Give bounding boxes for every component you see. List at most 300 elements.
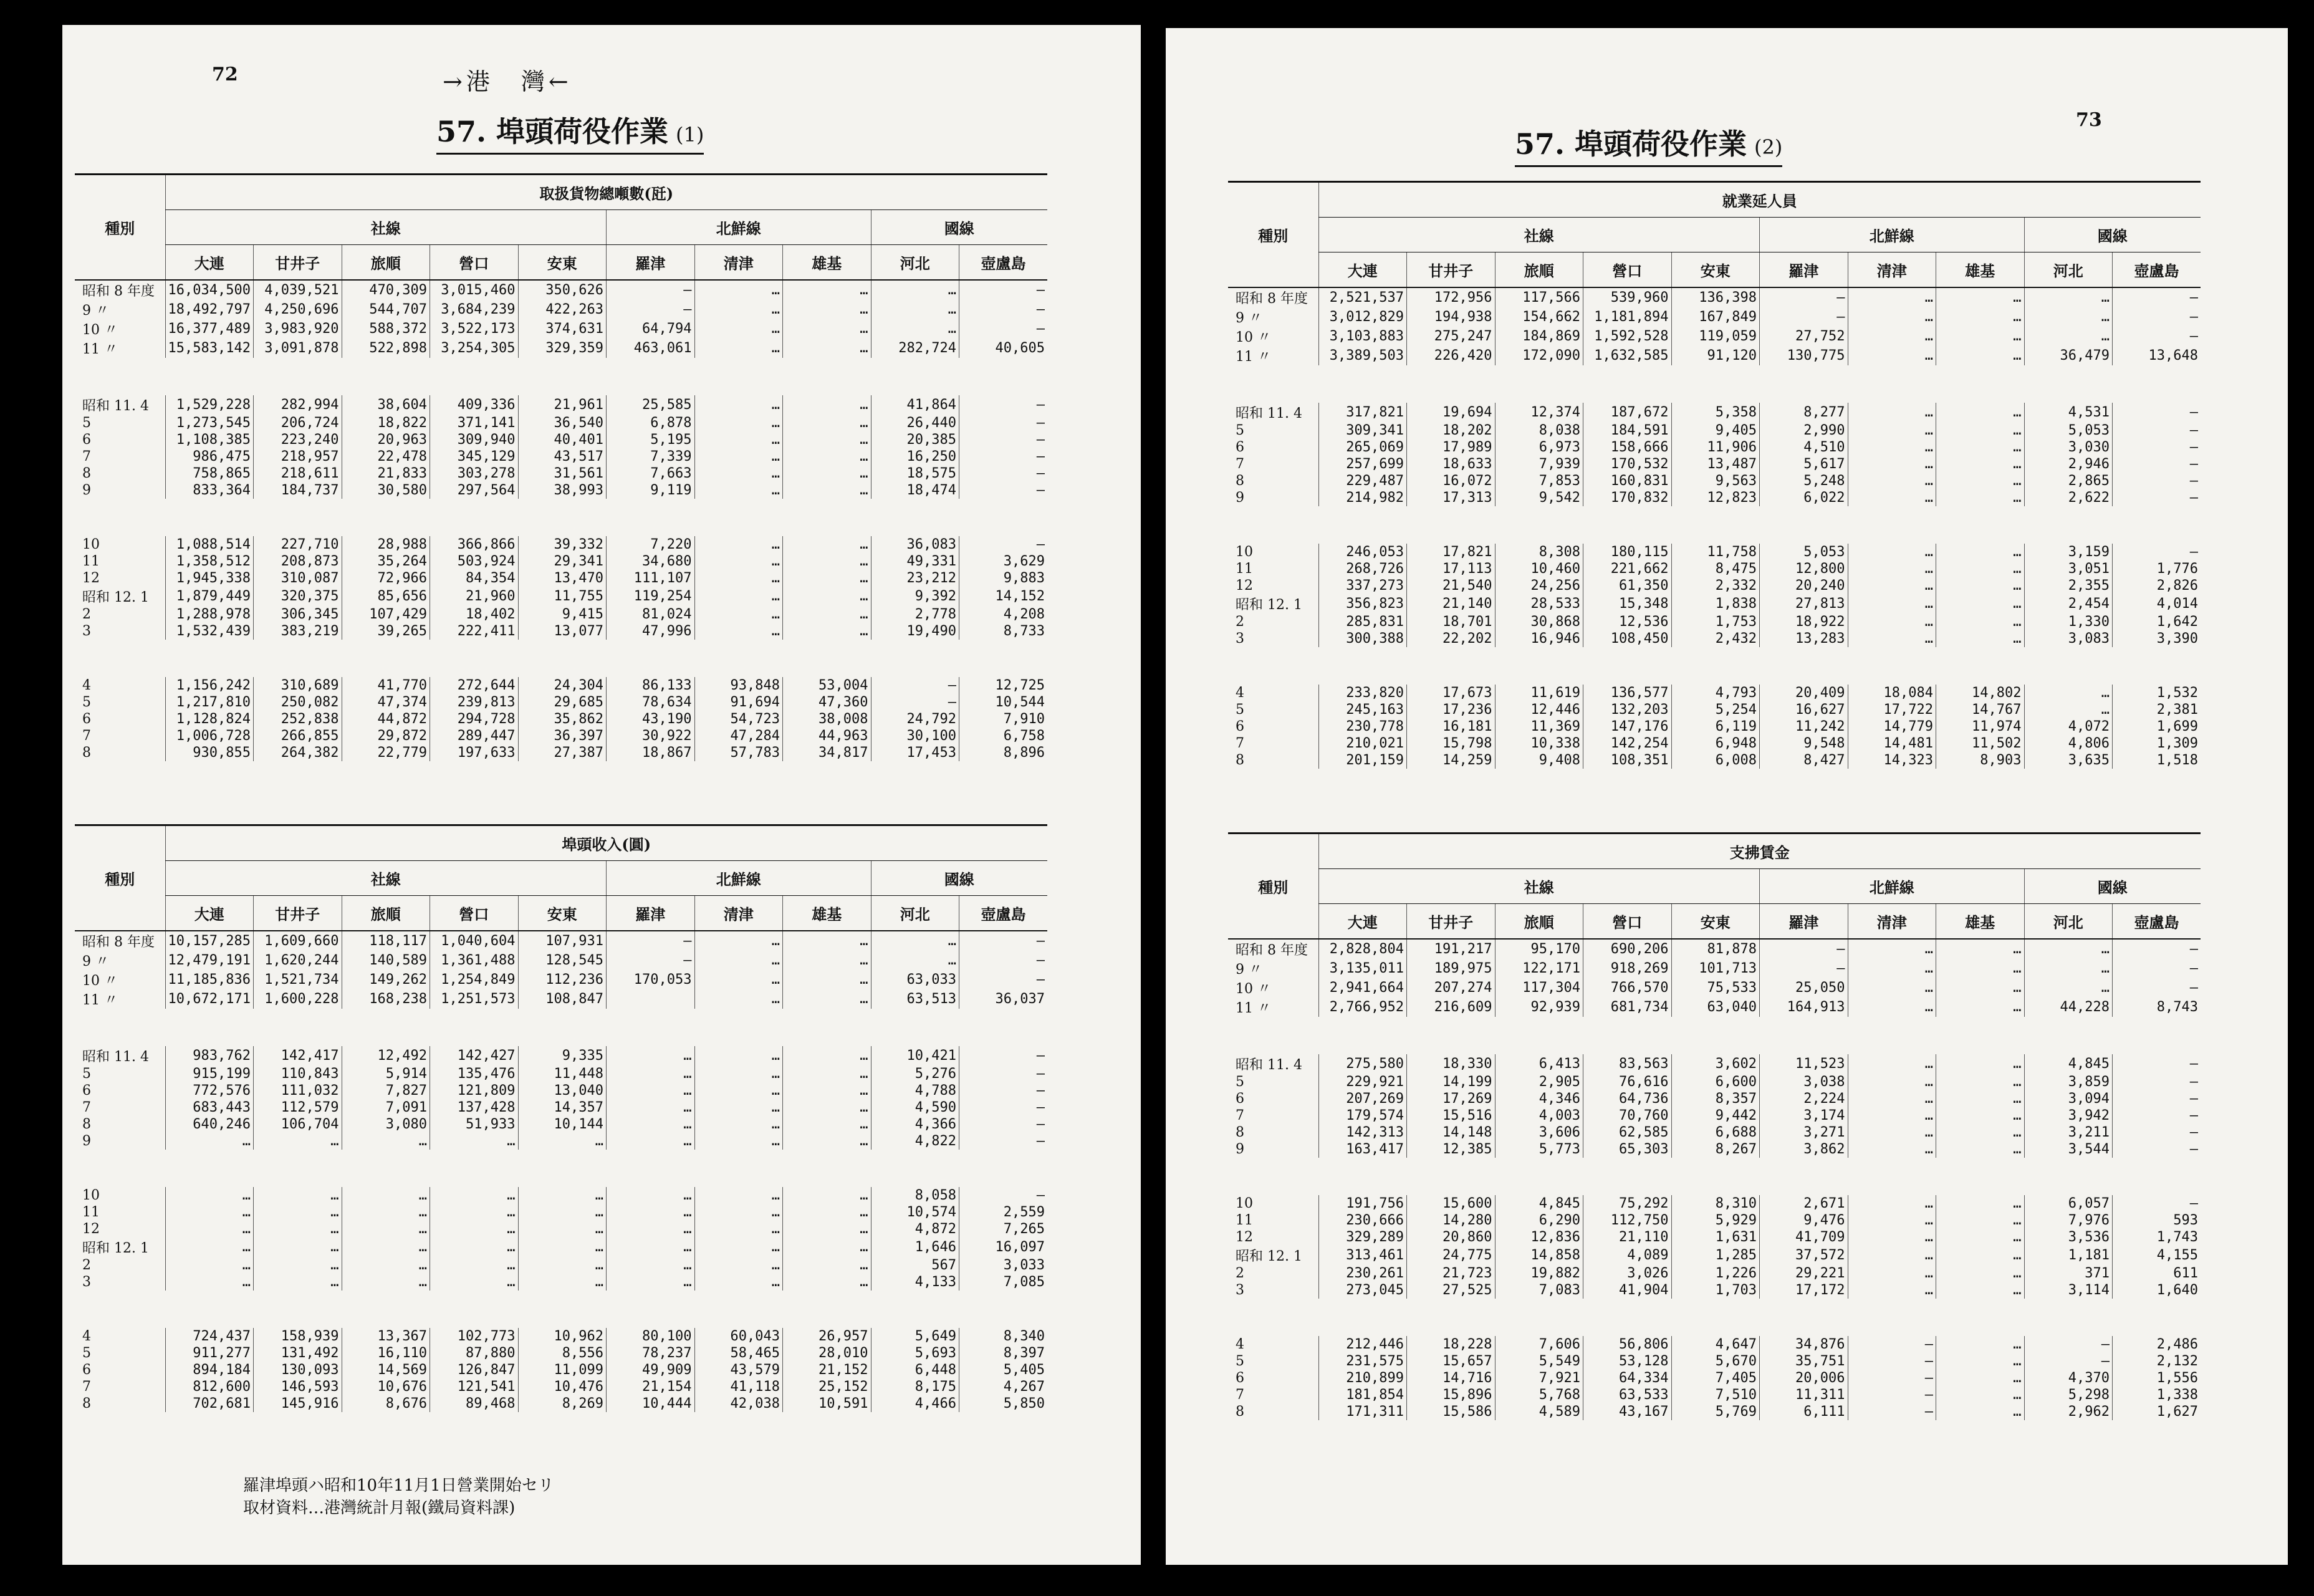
section-heading: 埠頭收入(圓) xyxy=(165,826,1047,861)
data-cell: 111,032 xyxy=(254,1082,342,1099)
data-cell: 142,254 xyxy=(1583,735,1672,752)
column-header: 河北 xyxy=(871,896,959,931)
data-cell: — xyxy=(959,536,1048,553)
data-cell: 78,237 xyxy=(607,1345,695,1362)
row-label: 9 xyxy=(82,483,91,498)
title-text: 57. 埠頭荷役作業 xyxy=(436,115,669,148)
data-cell: — xyxy=(607,300,695,319)
data-cell: … xyxy=(1936,939,2025,959)
data-cell: 3,859 xyxy=(2024,1074,2113,1090)
data-cell: 187,672 xyxy=(1583,403,1672,422)
data-cell: 15,583,142 xyxy=(165,339,254,358)
row-label: 5 xyxy=(82,695,91,710)
data-cell: 2,432 xyxy=(1671,630,1760,647)
data-cell: — xyxy=(1848,1370,1936,1387)
table-row xyxy=(75,395,1047,415)
table-row xyxy=(75,711,1047,728)
data-cell: 4,872 xyxy=(871,1221,959,1238)
data-cell: 18,330 xyxy=(1407,1054,1495,1074)
data-cell: 24,304 xyxy=(518,677,607,694)
data-cell: 14,858 xyxy=(1495,1246,1583,1265)
data-cell: … xyxy=(165,1133,254,1150)
data-cell: 170,053 xyxy=(607,970,695,989)
data-cell: 6,758 xyxy=(959,728,1048,744)
row-label: 7 xyxy=(1236,736,1244,751)
data-cell: 10,460 xyxy=(1495,560,1583,577)
table-row xyxy=(75,623,1047,640)
column-header: 旅順 xyxy=(342,896,430,931)
table-row xyxy=(1228,1370,2201,1387)
data-cell: 43,579 xyxy=(694,1362,783,1378)
data-cell: 1,338 xyxy=(2113,1387,2201,1403)
data-cell: 309,940 xyxy=(430,431,519,448)
row-label: 7 xyxy=(1236,456,1244,472)
data-cell: … xyxy=(254,1238,342,1257)
data-cell: 2,962 xyxy=(2024,1403,2113,1420)
data-cell: 81,878 xyxy=(1671,939,1760,959)
data-cell: … xyxy=(1848,1054,1936,1074)
data-cell: 26,440 xyxy=(871,415,959,431)
column-header: 羅津 xyxy=(607,245,695,281)
corner-label: 種別 xyxy=(75,175,165,280)
row-label: 昭和 11. 4 xyxy=(1236,406,1302,421)
data-cell: … xyxy=(2024,685,2113,701)
column-header: 甘井子 xyxy=(1407,904,1495,940)
data-cell: 3,536 xyxy=(2024,1229,2113,1246)
data-cell: … xyxy=(1936,1265,2025,1282)
data-cell: 181,854 xyxy=(1318,1387,1407,1403)
data-cell: 119,059 xyxy=(1671,327,1760,346)
group-header: 國線 xyxy=(2024,869,2201,904)
data-cell: 110,843 xyxy=(254,1065,342,1082)
data-cell: 117,566 xyxy=(1495,287,1583,307)
data-cell: … xyxy=(1936,959,2025,978)
data-cell: 19,490 xyxy=(871,623,959,640)
data-cell: 28,010 xyxy=(783,1345,871,1362)
data-cell: — xyxy=(959,319,1048,339)
data-cell: 4,133 xyxy=(871,1274,959,1291)
data-cell: 87,880 xyxy=(430,1345,519,1362)
data-cell: 39,332 xyxy=(518,536,607,553)
row-label: 4 xyxy=(1236,685,1244,701)
data-cell: 35,862 xyxy=(518,711,607,728)
data-cell: 7,405 xyxy=(1671,1370,1760,1387)
data-cell: 93,848 xyxy=(694,677,783,694)
data-cell: 14,323 xyxy=(1848,752,1936,769)
data-cell: 142,313 xyxy=(1318,1124,1407,1141)
data-cell: 201,159 xyxy=(1318,752,1407,769)
data-cell: 16,946 xyxy=(1495,630,1583,647)
data-cell: 47,284 xyxy=(694,728,783,744)
data-cell: 43,190 xyxy=(607,711,695,728)
data-cell: 17,313 xyxy=(1407,489,1495,506)
column-header: 安東 xyxy=(1671,904,1760,940)
data-cell: 1,632,585 xyxy=(1583,346,1672,365)
row-label: 4 xyxy=(1236,1337,1244,1352)
data-cell: 1,285 xyxy=(1671,1246,1760,1265)
data-cell: … xyxy=(1936,1141,2025,1158)
table-row xyxy=(75,587,1047,606)
data-cell: 18,922 xyxy=(1760,613,1848,630)
data-cell: 21,154 xyxy=(607,1378,695,1395)
corner-label: 種別 xyxy=(1228,183,1318,287)
data-cell: … xyxy=(783,1204,871,1221)
data-cell: 2,828,804 xyxy=(1318,939,1407,959)
data-cell: … xyxy=(1936,346,2025,365)
data-cell: 2,355 xyxy=(2024,577,2113,594)
data-cell: 8,038 xyxy=(1495,422,1583,439)
data-cell: … xyxy=(1936,1107,2025,1124)
row-label: 6 xyxy=(1236,719,1244,734)
data-cell: … xyxy=(1848,1124,1936,1141)
row-label: 8 xyxy=(82,745,91,761)
title-text: 57. 埠頭荷役作業 xyxy=(1515,127,1747,161)
data-cell: 297,564 xyxy=(430,482,519,499)
table-row xyxy=(1228,1282,2201,1299)
data-cell: 5,195 xyxy=(607,431,695,448)
data-cell: … xyxy=(783,482,871,499)
data-cell: 6,111 xyxy=(1760,1403,1848,1420)
table-row xyxy=(1228,307,2201,327)
table-row xyxy=(1228,1336,2201,1353)
data-cell: 5,298 xyxy=(2024,1387,2113,1403)
data-cell: 289,447 xyxy=(430,728,519,744)
data-cell: 22,779 xyxy=(342,744,430,761)
data-cell: 285,831 xyxy=(1318,613,1407,630)
row-label: 昭和 12. 1 xyxy=(82,590,149,605)
data-cell: 9,542 xyxy=(1495,489,1583,506)
column-header: 安東 xyxy=(518,896,607,931)
data-cell: 30,100 xyxy=(871,728,959,744)
data-cell: 42,038 xyxy=(694,1395,783,1412)
table-row xyxy=(75,1133,1047,1150)
table-row xyxy=(1228,1387,2201,1403)
data-cell: … xyxy=(165,1221,254,1238)
data-cell: 3,038 xyxy=(1760,1074,1848,1090)
data-cell: … xyxy=(1936,422,2025,439)
data-cell: — xyxy=(959,1099,1048,1116)
column-header: 羅津 xyxy=(1760,904,1848,940)
data-cell: … xyxy=(1936,489,2025,506)
data-cell: 132,203 xyxy=(1583,701,1672,718)
table-row xyxy=(1228,1141,2201,1158)
data-cell: 49,909 xyxy=(607,1362,695,1378)
data-cell: 7,853 xyxy=(1495,473,1583,489)
data-cell: 18,867 xyxy=(607,744,695,761)
data-cell: 30,922 xyxy=(607,728,695,744)
table-row xyxy=(75,465,1047,482)
data-cell: 65,303 xyxy=(1583,1141,1672,1158)
data-cell: 1,108,385 xyxy=(165,431,254,448)
data-cell: … xyxy=(871,280,959,300)
row-label: 7 xyxy=(82,449,91,464)
table-row xyxy=(1228,327,2201,346)
data-cell: 16,377,489 xyxy=(165,319,254,339)
table-row xyxy=(75,1238,1047,1257)
data-cell: — xyxy=(959,1187,1048,1204)
data-cell: … xyxy=(694,395,783,415)
data-cell: … xyxy=(694,931,783,951)
data-cell: 1,088,514 xyxy=(165,536,254,553)
data-cell: … xyxy=(518,1204,607,1221)
data-cell: 11,758 xyxy=(1671,544,1760,560)
data-cell: 6,878 xyxy=(607,415,695,431)
data-cell: 13,367 xyxy=(342,1328,430,1345)
row-label: 昭和 11. 4 xyxy=(82,1049,149,1065)
data-cell: 29,341 xyxy=(518,553,607,570)
data-cell: … xyxy=(1848,1282,1936,1299)
data-cell: 3,635 xyxy=(2024,752,2113,769)
data-cell: … xyxy=(1848,1074,1936,1090)
data-cell: 229,487 xyxy=(1318,473,1407,489)
column-header: 甘井子 xyxy=(1407,252,1495,288)
data-cell: 1,358,512 xyxy=(165,553,254,570)
data-cell: — xyxy=(2113,1090,2201,1107)
data-cell: 8,903 xyxy=(1936,752,2025,769)
data-cell: 4,089 xyxy=(1583,1246,1672,1265)
data-cell: … xyxy=(607,1187,695,1204)
table-row xyxy=(1228,473,2201,489)
table-row xyxy=(1228,998,2201,1017)
data-cell: 275,247 xyxy=(1407,327,1495,346)
data-cell: 14,357 xyxy=(518,1099,607,1116)
column-header: 羅津 xyxy=(1760,252,1848,288)
data-cell: 41,904 xyxy=(1583,1282,1672,1299)
data-cell: 4,647 xyxy=(1671,1336,1760,1353)
block-spacer xyxy=(75,358,1047,395)
data-cell: 15,516 xyxy=(1407,1107,1495,1124)
data-cell: 567 xyxy=(871,1257,959,1274)
data-cell: 14,767 xyxy=(1936,701,2025,718)
data-cell: 172,956 xyxy=(1407,287,1495,307)
data-cell: … xyxy=(694,1046,783,1065)
right-page xyxy=(1166,28,2288,1565)
data-cell: 170,532 xyxy=(1583,456,1672,473)
data-cell: 21,960 xyxy=(430,587,519,606)
data-cell: … xyxy=(871,300,959,319)
data-cell: … xyxy=(254,1221,342,1238)
data-cell: 191,217 xyxy=(1407,939,1495,959)
data-cell: 131,492 xyxy=(254,1345,342,1362)
data-cell: 4,267 xyxy=(959,1378,1048,1395)
data-cell: 1,361,488 xyxy=(430,951,519,970)
data-cell: 62,585 xyxy=(1583,1124,1672,1141)
data-cell: 36,037 xyxy=(959,989,1048,1009)
data-cell: 1,945,338 xyxy=(165,570,254,587)
data-cell: 2,521,537 xyxy=(1318,287,1407,307)
data-cell: 10,444 xyxy=(607,1395,695,1412)
data-cell: 11,311 xyxy=(1760,1387,1848,1403)
row-label: 6 xyxy=(1236,1091,1244,1107)
row-label: 6 xyxy=(82,1362,91,1378)
column-header: 雄基 xyxy=(1936,252,2025,288)
data-cell: 184,869 xyxy=(1495,327,1583,346)
data-cell: 30,868 xyxy=(1495,613,1583,630)
data-cell: 371,141 xyxy=(430,415,519,431)
data-cell: 8,277 xyxy=(1760,403,1848,422)
data-cell: 75,533 xyxy=(1671,978,1760,998)
column-header: 雄基 xyxy=(783,245,871,281)
footnote-line: 取材資料…港灣統計月報(鐵局資料課) xyxy=(243,1499,516,1517)
data-cell: 265,069 xyxy=(1318,439,1407,456)
data-cell: … xyxy=(518,1221,607,1238)
data-cell: … xyxy=(1936,1246,2025,1265)
data-cell: 1,254,849 xyxy=(430,970,519,989)
data-cell: … xyxy=(1848,939,1936,959)
data-cell: 18,633 xyxy=(1407,456,1495,473)
data-cell: — xyxy=(959,280,1048,300)
data-cell: 36,083 xyxy=(871,536,959,553)
data-cell: 766,570 xyxy=(1583,978,1672,998)
row-label: 6 xyxy=(1236,440,1244,455)
data-cell: 1,251,573 xyxy=(430,989,519,1009)
data-cell: 611 xyxy=(2113,1265,2201,1282)
row-label: 11 〃 xyxy=(82,993,118,1008)
data-cell: — xyxy=(607,931,695,951)
data-cell: — xyxy=(959,448,1048,465)
data-cell: 7,083 xyxy=(1495,1282,1583,1299)
data-cell: 89,468 xyxy=(430,1395,519,1412)
data-cell: 14,152 xyxy=(959,587,1048,606)
data-cell: 12,385 xyxy=(1407,1141,1495,1158)
data-cell: 10,144 xyxy=(518,1116,607,1133)
table-row xyxy=(1228,959,2201,978)
data-cell: … xyxy=(342,1221,430,1238)
data-cell: 1,309 xyxy=(2113,735,2201,752)
data-cell: 180,115 xyxy=(1583,544,1672,560)
data-cell: … xyxy=(1848,613,1936,630)
data-cell: 2,905 xyxy=(1495,1074,1583,1090)
data-cell: 6,948 xyxy=(1671,735,1760,752)
data-cell: 5,405 xyxy=(959,1362,1048,1378)
data-cell: … xyxy=(1936,630,2025,647)
data-cell: 1,600,228 xyxy=(254,989,342,1009)
data-cell: 227,710 xyxy=(254,536,342,553)
data-cell: 2,454 xyxy=(2024,594,2113,613)
corner-label: 種別 xyxy=(1228,834,1318,939)
column-header: 河北 xyxy=(2024,904,2113,940)
data-cell: 7,339 xyxy=(607,448,695,465)
data-cell: 12,446 xyxy=(1495,701,1583,718)
column-header: 營口 xyxy=(430,245,519,281)
data-cell: 2,766,952 xyxy=(1318,998,1407,1017)
data-cell: 300,388 xyxy=(1318,630,1407,647)
group-header: 北鮮線 xyxy=(1760,869,2025,904)
data-cell: 218,611 xyxy=(254,465,342,482)
data-cell: … xyxy=(1848,978,1936,998)
table-row xyxy=(1228,1195,2201,1212)
data-cell: 9,883 xyxy=(959,570,1048,587)
data-cell: … xyxy=(1936,456,2025,473)
table-row xyxy=(1228,978,2201,998)
data-cell: … xyxy=(430,1257,519,1274)
data-cell: 3,159 xyxy=(2024,544,2113,560)
data-cell: 915,199 xyxy=(165,1065,254,1082)
data-cell: 930,855 xyxy=(165,744,254,761)
data-cell: 3,389,503 xyxy=(1318,346,1407,365)
data-cell: 28,533 xyxy=(1495,594,1583,613)
data-cell: 12,479,191 xyxy=(165,951,254,970)
row-label: 10 xyxy=(82,537,100,552)
data-cell: 1,128,824 xyxy=(165,711,254,728)
data-cell: … xyxy=(1936,594,2025,613)
data-cell: 216,609 xyxy=(1407,998,1495,1017)
data-cell: 163,417 xyxy=(1318,1141,1407,1158)
data-cell: 7,091 xyxy=(342,1099,430,1116)
data-cell: 210,899 xyxy=(1318,1370,1407,1387)
data-cell: 4,589 xyxy=(1495,1403,1583,1420)
data-cell: 136,577 xyxy=(1583,685,1672,701)
data-cell: … xyxy=(783,415,871,431)
data-cell: 51,933 xyxy=(430,1116,519,1133)
data-cell: 22,202 xyxy=(1407,630,1495,647)
data-cell: … xyxy=(694,1221,783,1238)
data-cell: … xyxy=(694,989,783,1009)
page-title xyxy=(436,109,704,155)
data-cell: 154,662 xyxy=(1495,307,1583,327)
row-label: 12 xyxy=(82,570,100,586)
data-cell: … xyxy=(1936,439,2025,456)
data-cell: 21,110 xyxy=(1583,1229,1672,1246)
data-cell: … xyxy=(254,1274,342,1291)
table-row xyxy=(75,1345,1047,1362)
row-label: 7 xyxy=(82,1379,91,1395)
data-cell: — xyxy=(2113,1074,2201,1090)
data-cell: 422,263 xyxy=(518,300,607,319)
data-cell: … xyxy=(2024,307,2113,327)
data-cell: 503,924 xyxy=(430,553,519,570)
table-row xyxy=(75,448,1047,465)
data-cell: … xyxy=(694,536,783,553)
data-cell: 34,817 xyxy=(783,744,871,761)
data-cell: 4,590 xyxy=(871,1099,959,1116)
data-cell: … xyxy=(694,951,783,970)
data-cell: 7,085 xyxy=(959,1274,1048,1291)
data-cell: … xyxy=(783,319,871,339)
data-cell: — xyxy=(2113,1124,2201,1141)
data-cell: 366,866 xyxy=(430,536,519,553)
data-cell: 108,351 xyxy=(1583,752,1672,769)
data-cell: 80,100 xyxy=(607,1328,695,1345)
data-cell: … xyxy=(1936,544,2025,560)
data-cell: 27,813 xyxy=(1760,594,1848,613)
column-header: 清津 xyxy=(694,896,783,931)
data-cell: 4,370 xyxy=(2024,1370,2113,1387)
group-header: 社線 xyxy=(165,861,607,896)
data-cell: — xyxy=(871,677,959,694)
column-header: 旅順 xyxy=(1495,904,1583,940)
data-cell: 10,574 xyxy=(871,1204,959,1221)
table-row xyxy=(1228,718,2201,735)
data-cell: 4,155 xyxy=(2113,1246,2201,1265)
data-cell: — xyxy=(1848,1353,1936,1370)
data-cell: 9,335 xyxy=(518,1046,607,1065)
data-cell: 17,989 xyxy=(1407,439,1495,456)
data-cell: 3,033 xyxy=(959,1257,1048,1274)
table-row xyxy=(1228,685,2201,701)
data-cell: 9,548 xyxy=(1760,735,1848,752)
data-cell: 303,278 xyxy=(430,465,519,482)
data-cell: 11,974 xyxy=(1936,718,2025,735)
data-cell: 21,152 xyxy=(783,1362,871,1378)
data-cell: 222,411 xyxy=(430,623,519,640)
row-label: 11 〃 xyxy=(1236,1001,1271,1016)
data-cell: 350,626 xyxy=(518,280,607,300)
data-cell: 4,822 xyxy=(871,1133,959,1150)
data-cell: — xyxy=(2113,403,2201,422)
data-cell: — xyxy=(959,300,1048,319)
data-cell: … xyxy=(1936,1387,2025,1403)
